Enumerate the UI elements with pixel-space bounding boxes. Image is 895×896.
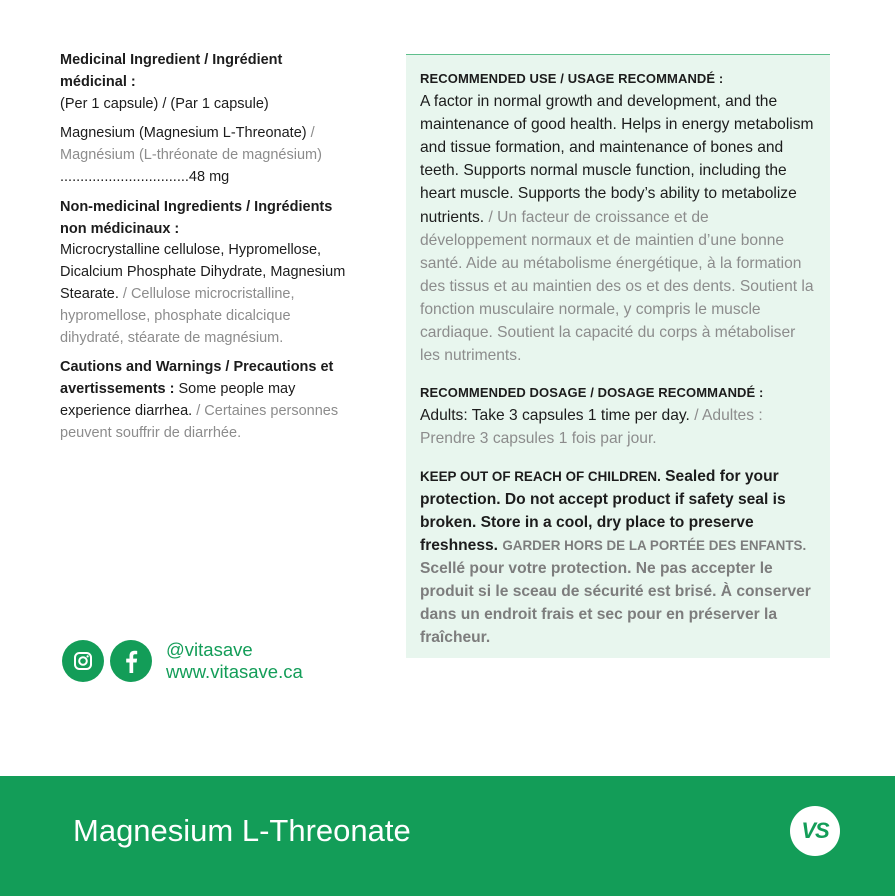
facebook-icon[interactable] (110, 640, 152, 682)
cautions-block: Cautions and Warnings / Precautions et avertissements : Some people may experience diarrhea. / Certaines personnes peuvent souffrir de diarrhée. (60, 359, 339, 441)
logo-text: VS (801, 818, 829, 843)
ingredient-column (60, 50, 350, 445)
keep-caps-en: KEEP OUT OF REACH OF CHILDREN. (420, 468, 661, 484)
footer-bar (0, 776, 895, 896)
dosage-fr: Adultes : Prendre 3 capsules 1 fois par jour. (420, 407, 763, 448)
dosage-en: Adults: Take 3 capsules 1 time per day. (420, 407, 690, 425)
cautions-en: Some people may experience diarrhea. (60, 381, 296, 419)
dosage-text: Adults: Take 3 capsules 1 time per day. / Adultes : Prendre 3 capsules 1 fois par jour. (420, 407, 763, 448)
social-handle[interactable]: @vitasave (166, 639, 253, 660)
use-en: A factor in normal growth and development, and the maintenance of good health. Helps in energy metabolism and tissue formation, and maintenance of bones and teeth. Supports normal muscle function, including the heart muscle. Supports the body’s ability to metabolize nutrients. (420, 93, 814, 226)
medicinal-ingredient: Magnesium (Magnesium L-Threonate) / Magnésium (L-thréonate de magnésium) ................................48 mg (60, 125, 322, 185)
product-name: Magnesium L-Threonate (73, 813, 411, 848)
social-links (62, 640, 362, 684)
ingredient-en: Magnesium (Magnesium L-Threonate) (60, 125, 307, 142)
dot-leader: ................................ (60, 168, 189, 185)
medicinal-heading: Medicinal Ingredient / Ingrédient médicinal : (60, 52, 283, 90)
keep-en: Sealed for your protection. Do not accept product if safety seal is broken. Store in a cool, dry place to preserve freshness. (420, 467, 786, 554)
ingredient-fr: Magnésium (L-thréonate de magnésium) (60, 147, 322, 164)
cautions-fr: Certaines personnes peuvent souffrir de diarrhée. (60, 402, 339, 441)
keep-caps-fr: GARDER HORS DE LA PORTÉE DES ENFANTS. (502, 537, 807, 553)
social-text (166, 639, 303, 683)
use-text: A factor in normal growth and development, and the maintenance of good health. Helps in energy metabolism and tissue formation, and maintenance of bones and teeth. Supports normal muscle function, including the heart muscle. Supports the body’s ability to metabolize nutrients. / Un facteur de croissance et de développement normaux et de maintien d’une bonne santé. Aide au métabolisme énergétique, à la formation des tissus et au maintien des os et des dents. Soutient la fonction musculaire normale, y compris le muscle cardiaque. Soutient la capacité du corps à métaboliser les nutriments. (420, 93, 814, 365)
use-heading: RECOMMENDED USE / USAGE RECOMMANDÉ : (420, 71, 724, 86)
instagram-icon[interactable] (62, 640, 104, 682)
nonmedicinal-fr: Cellulose microcristalline, hypromellose, phosphate dicalcique dihydraté, stéarate de magnésium. (60, 285, 295, 346)
usage-panel (406, 54, 830, 658)
website-link[interactable]: www.vitasave.ca (166, 661, 303, 682)
nonmedicinal-text: Microcrystalline cellulose, Hypromellose, Dicalcium Phosphate Dihydrate, Magnesium Stearate. / Cellulose microcristalline, hypromellose, phosphate dicalcique dihydraté, stéarate de magnésium. (60, 242, 346, 346)
keep-fr: Scellé pour votre protection. Ne pas accepter le produit si le sceau de sécurité est brisé. À conserver dans un endroit frais et sec pour en préserver la fraîcheur. (420, 559, 811, 647)
ingredient-amount: 48 mg (188, 168, 230, 185)
use-fr: Un facteur de croissance et de développement normaux et de maintien d’une bonne santé. Aide au métabolisme énergétique, à la formation des tissus et au maintien des os et des dents. Soutient la fonction musculaire normale, y compris le muscle cardiaque. Soutient la capacité du corps à métaboliser les nutriments. (420, 208, 814, 365)
nonmedicinal-heading: Non-medicinal Ingredients / Ingrédients non médicinaux : (60, 198, 333, 237)
nonmedicinal-en: Microcrystalline cellulose, Hypromellose, Dicalcium Phosphate Dihydrate, Magnesium Stearate. (60, 242, 346, 302)
per-capsule: (Per 1 capsule) / (Par 1 capsule) (60, 95, 269, 112)
vitasave-logo (790, 806, 840, 856)
cautions-heading: Cautions and Warnings / Precautions et avertissements : (60, 359, 334, 398)
keep-out-warning (420, 465, 818, 650)
dosage-heading: RECOMMENDED DOSAGE / DOSAGE RECOMMANDÉ : (420, 385, 764, 401)
